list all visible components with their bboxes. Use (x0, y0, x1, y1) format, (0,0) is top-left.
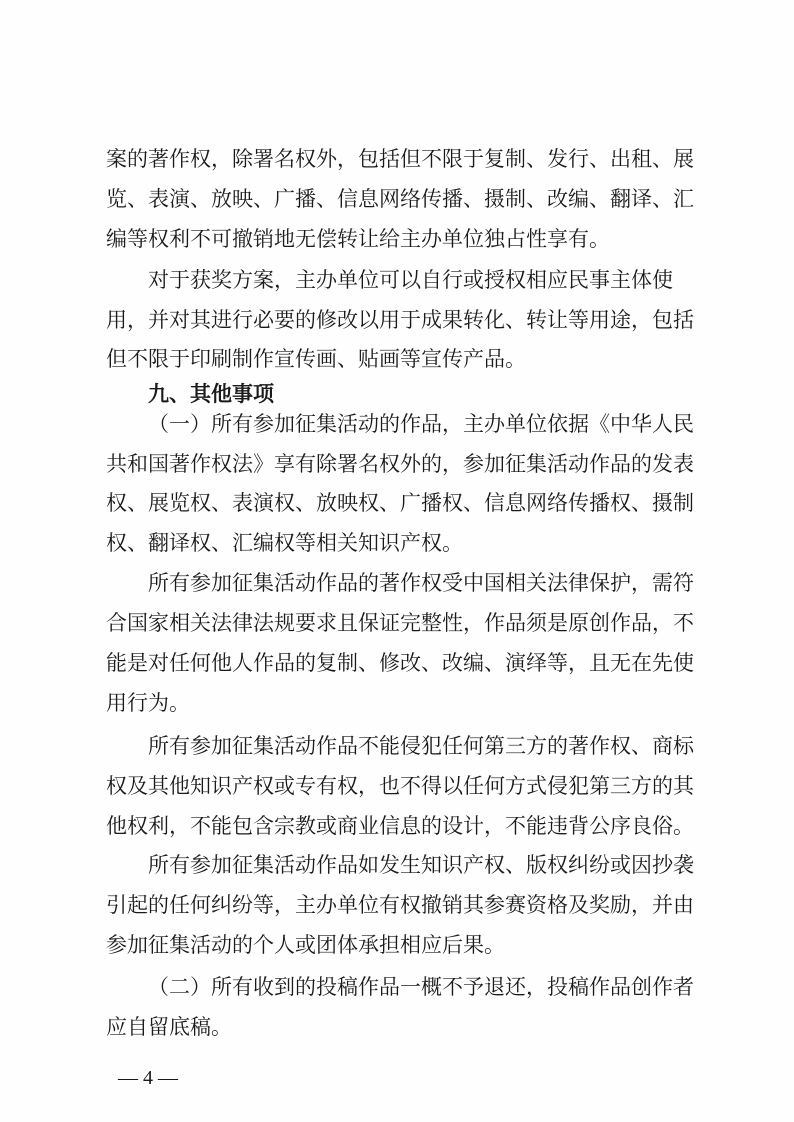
text-line (0, 603, 794, 643)
text-line (0, 444, 794, 484)
line-text: 权、翻译权、汇编权等相关知识产权。 (106, 531, 463, 555)
line-text: 应自留底稿。 (106, 1015, 232, 1039)
text-line (0, 404, 794, 444)
text-line (0, 885, 794, 925)
line-text: 能是对任何他人作品的复制、修改、改编、演绎等，且无在先使 (106, 651, 694, 675)
text-line (0, 260, 794, 300)
line-text: 权及其他知识产权或专有权，也不得以任何方式侵犯第三方的其 (106, 774, 694, 798)
line-text: 所有参加征集活动作品不能侵犯任何第三方的著作权、商标 (148, 734, 694, 758)
text-line (0, 925, 794, 965)
text-line (0, 219, 794, 259)
line-text: 览、表演、放映、广播、信息网络传播、摄制、改编、翻译、汇 (106, 187, 694, 211)
line-text: 所有参加征集活动作品如发生知识产权、版权纠纷或因抄袭 (148, 853, 694, 877)
line-text: 对于获奖方案，主办单位可以自行或授权相应民事主体使 (148, 268, 673, 292)
line-text: 用，并对其进行必要的修改以用于成果转化、转让等用途，包括 (106, 308, 694, 332)
text-line (0, 300, 794, 340)
section-heading-text: 九、其他事项 (148, 382, 274, 406)
line-text: 但不限于印刷制作宣传画、贴画等宣传产品。 (106, 347, 526, 371)
line-text: （一）所有参加征集活动的作品，主办单位依据《中华人民 (148, 412, 694, 436)
text-line (0, 806, 794, 846)
text-line (0, 643, 794, 683)
text-line (0, 139, 794, 179)
text-line (0, 1007, 794, 1047)
text-line (0, 967, 794, 1007)
text-line (0, 845, 794, 885)
line-text: 编等权利不可撤销地无偿转让给主办单位独占性享有。 (106, 227, 610, 251)
text-line (0, 766, 794, 806)
text-line (0, 726, 794, 766)
line-text: 他权利，不能包含宗教或商业信息的设计，不能违背公序良俗。 (106, 814, 694, 838)
line-text: （二）所有收到的投稿作品一概不予退还，投稿作品创作者 (148, 975, 694, 999)
line-text: 权、展览权、表演权、放映权、广播权、信息网络传播权、摄制 (106, 491, 694, 515)
line-text: 所有参加征集活动作品的著作权受中国相关法律保护，需符 (148, 571, 694, 595)
text-line (0, 179, 794, 219)
line-text: 案的著作权，除署名权外，包括但不限于复制、发行、出租、展 (106, 147, 694, 171)
line-text: 引起的任何纠纷等，主办单位有权撤销其参赛资格及奖励，并由 (106, 893, 694, 917)
page-number: — 4 — (118, 1067, 178, 1089)
line-text: 用行为。 (106, 691, 190, 715)
text-line (0, 483, 794, 523)
line-text: 共和国著作权法》享有除署名权外的，参加征集活动作品的发表 (106, 452, 694, 476)
line-text: 参加征集活动的个人或团体承担相应后果。 (106, 933, 505, 957)
line-text: 合国家相关法律法规要求且保证完整性，作品须是原创作品，不 (106, 611, 694, 635)
text-line (0, 339, 794, 379)
text-line (0, 683, 794, 723)
text-line (0, 563, 794, 603)
text-line (0, 523, 794, 563)
